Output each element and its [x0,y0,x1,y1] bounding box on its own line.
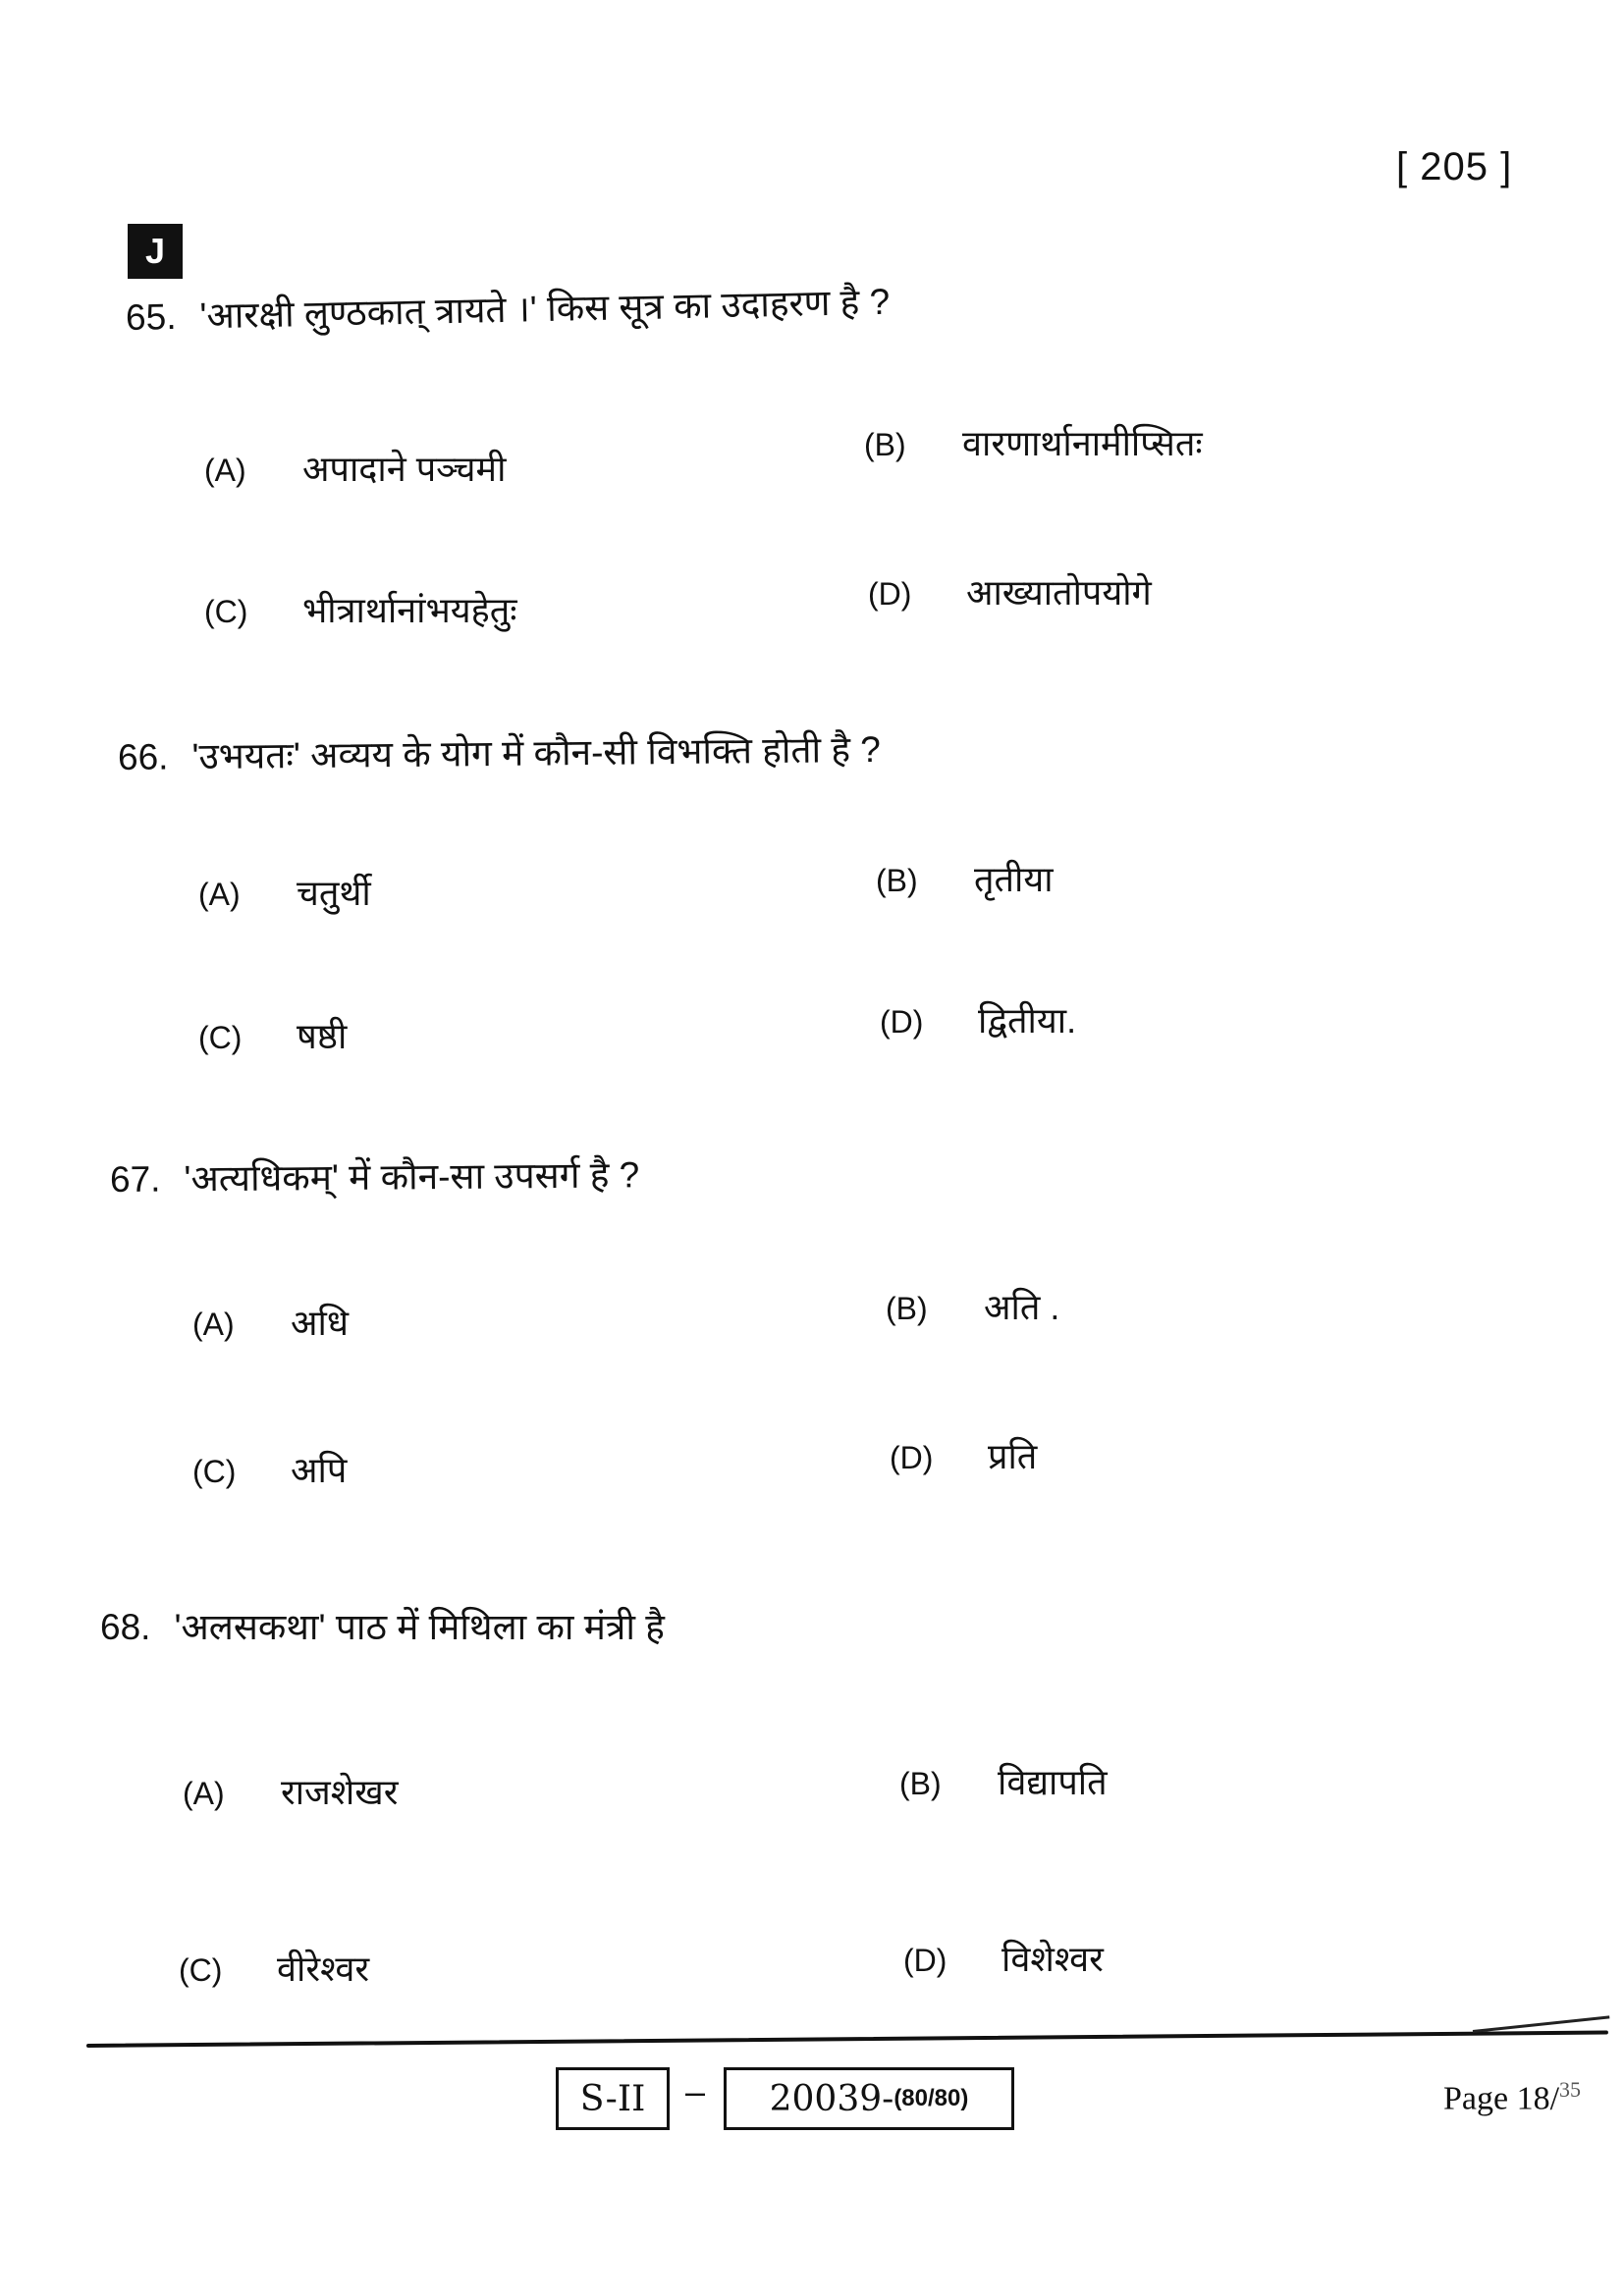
question-number: 65. [125,295,177,338]
question-number: 66. [117,736,169,777]
option-b[interactable] [899,1757,1108,1805]
option-text: अपि [291,1450,348,1490]
question-text [110,1148,640,1202]
option-text: प्रति [988,1436,1038,1476]
question-stem: 'आरक्षी लुण्ठकात् त्रायते ।' किस सूत्र का उदाहरण है ? [199,281,891,337]
option-b[interactable] [886,1282,1059,1330]
option-text: षष्ठी [297,1016,348,1056]
option-c[interactable] [192,1445,347,1493]
option-text: वारणार्थानामीप्सितः [962,423,1203,463]
option-label: (C) [198,1020,243,1055]
option-d[interactable] [890,1431,1037,1479]
question-text [118,722,881,780]
option-text: भीत्रार्थानांभयहेतुः [302,590,517,630]
page-label: Page 18/ [1443,2080,1560,2117]
question-number: 67. [109,1158,161,1200]
option-text: अति . [984,1287,1060,1327]
page-footer [1443,2077,1581,2117]
option-label: (C) [179,1952,223,1988]
option-label: (D) [880,1004,924,1040]
option-label: (A) [183,1776,225,1811]
option-text: विद्यापति [998,1762,1108,1802]
option-text: अपादाने पञ्चमी [302,449,507,489]
paper-code-box [724,2067,1014,2130]
code-separator: – [685,2071,706,2111]
question-stem: 'अत्यधिकम्' में कौन-सा उपसर्ग है ? [184,1154,640,1200]
paper-code-suffix: (80/80) [893,2085,969,2111]
option-d[interactable] [868,567,1152,615]
question-text [125,275,890,341]
question-stem: 'उभयतः' अव्यय के योग में कौन-सी विभक्ति होती है ? [191,728,882,777]
option-label: (D) [903,1943,947,1978]
paper-code: 20039- [769,2078,894,2119]
option-text: तृतीया [974,859,1054,899]
option-c[interactable] [198,1011,347,1059]
series-code-box [556,2067,670,2130]
option-label: (B) [864,427,906,462]
set-code-badge: J [128,224,183,279]
option-b[interactable] [876,854,1054,902]
option-d[interactable] [880,995,1076,1043]
series-code: S-II [579,2078,646,2119]
page-total: 35 [1559,2077,1582,2102]
question-stem: 'अलसकथा' पाठ में मिथिला का मंत्री है [174,1607,665,1647]
option-text: चतुर्थी [297,873,371,913]
option-label: (B) [886,1291,928,1326]
option-label: (A) [198,877,241,912]
option-text: वीरेश्वर [277,1949,370,1989]
option-label: (B) [899,1766,942,1801]
option-text: आख्यातोपयोगे [966,572,1152,613]
option-a[interactable] [192,1298,349,1346]
option-label: (C) [192,1454,237,1489]
page-bracket-number: [ 205 ] [1396,145,1513,188]
option-label: (D) [890,1440,934,1475]
option-d[interactable] [903,1934,1104,1982]
option-label: (B) [876,863,918,898]
option-label: (A) [204,453,246,488]
option-a[interactable] [204,444,506,492]
footer-divider [86,2030,1608,2048]
option-a[interactable] [183,1767,398,1815]
option-label: (D) [868,576,912,612]
option-b[interactable] [864,418,1203,466]
question-text [100,1600,665,1650]
option-text: अधि [291,1303,349,1343]
option-text: द्वितीया. [978,1000,1077,1041]
option-c[interactable] [179,1944,369,1992]
option-text: विशेश्वर [1001,1939,1104,1979]
option-label: (A) [192,1307,235,1342]
option-a[interactable] [198,868,371,916]
option-text: राजशेखर [281,1772,399,1812]
option-c[interactable] [204,585,517,633]
option-label: (C) [204,594,248,629]
question-number: 68. [100,1607,151,1647]
